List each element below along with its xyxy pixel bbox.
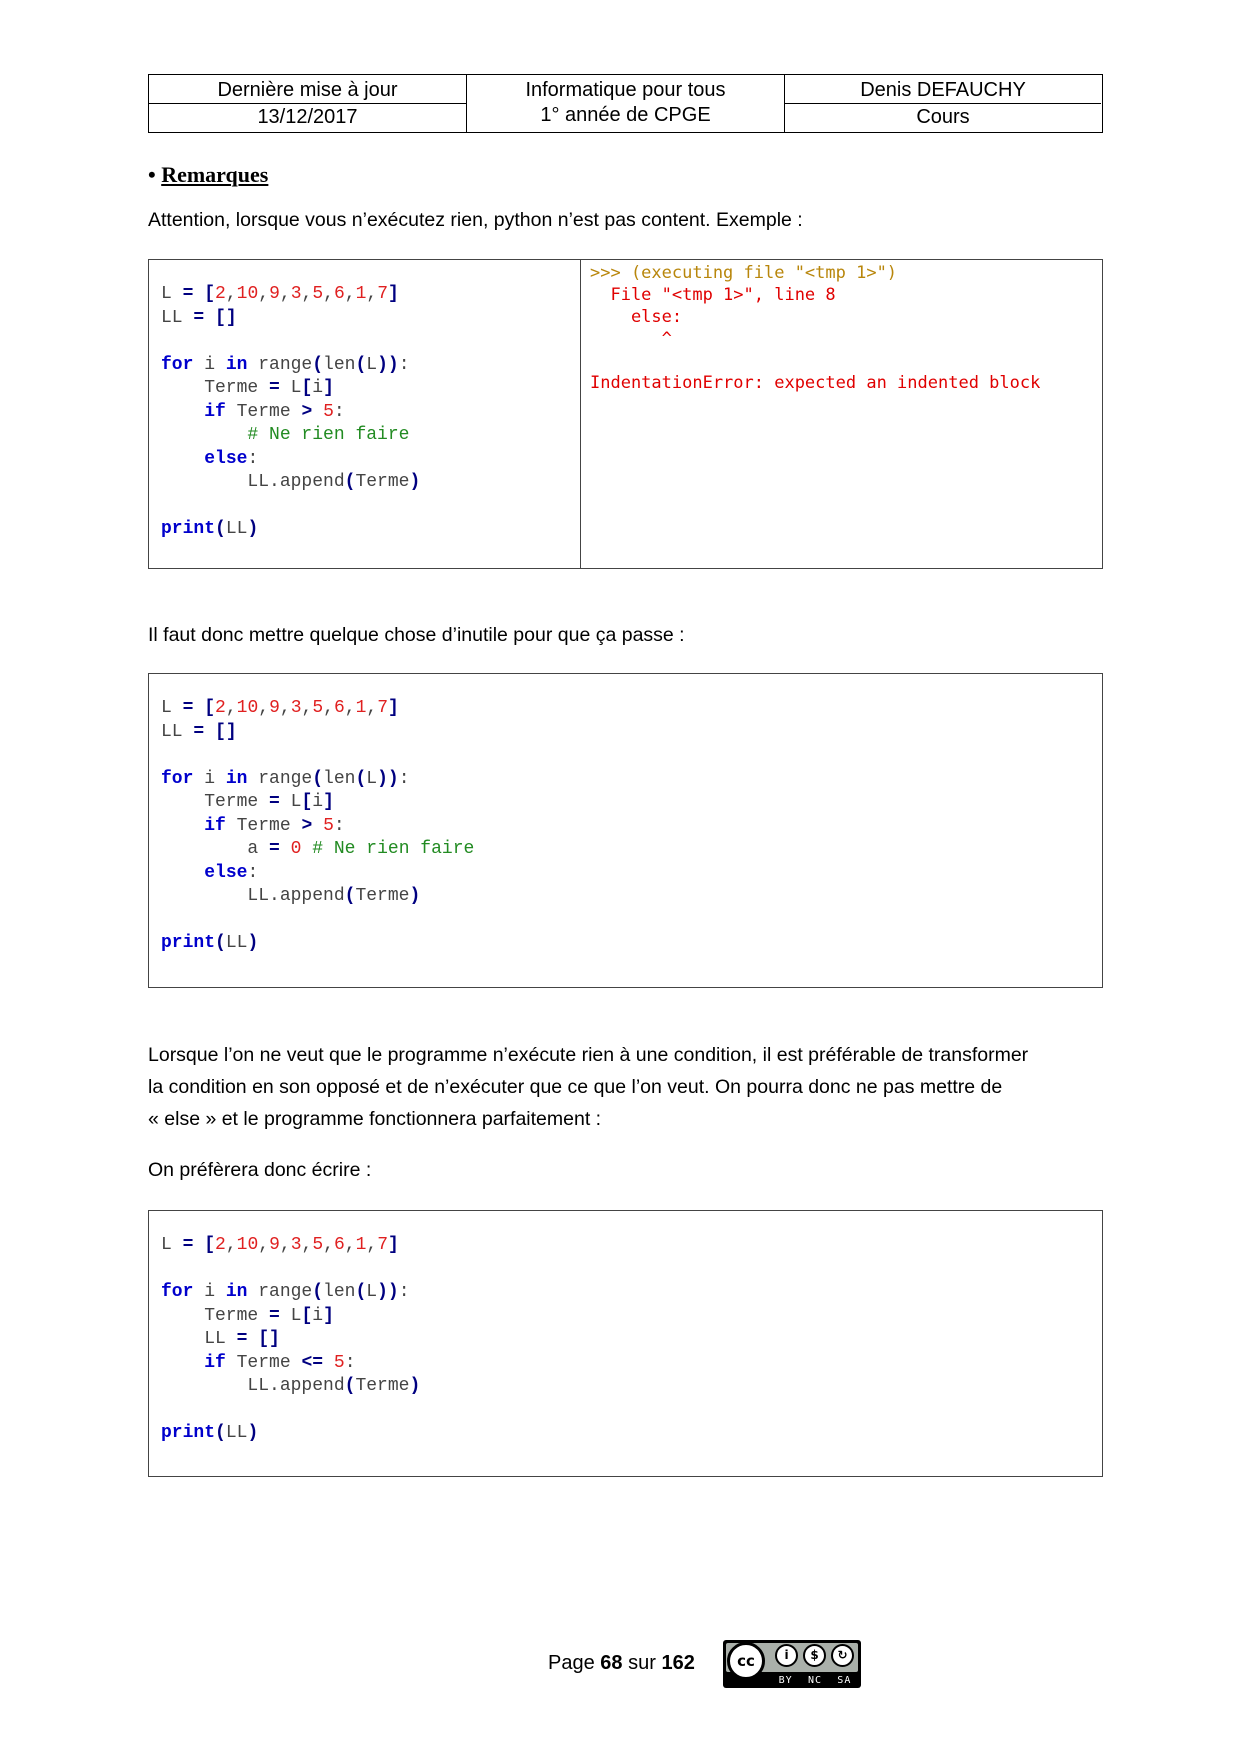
code-listing-1	[161, 283, 420, 542]
page-of-label: sur	[628, 1652, 656, 1674]
cc-by-label: BY	[778, 1675, 793, 1686]
console-error-code: else:	[590, 307, 683, 327]
fix-paragraph: Il faut donc mettre quelque chose d’inutile pour que ça passe :	[148, 624, 685, 646]
code-line: LL = []	[161, 1329, 280, 1349]
code-block-3	[148, 1210, 1103, 1477]
code-line: for i in range(len(L)):	[161, 354, 410, 375]
console-output	[590, 262, 1040, 394]
document-header-table	[148, 74, 1103, 133]
attribution-icon: i	[775, 1644, 798, 1667]
code-block-2	[148, 673, 1103, 988]
cc-labels	[771, 1675, 859, 1686]
cc-by-nc-sa-icon	[723, 1640, 861, 1688]
code-line: else:	[204, 862, 259, 883]
code-line: LL = []	[161, 307, 237, 328]
section-title-label: Remarques	[161, 162, 269, 187]
prefer-paragraph: On préfèrera donc écrire :	[148, 1159, 372, 1181]
header-course-level: 1° année de CPGE	[540, 104, 711, 126]
header-col-course	[467, 75, 785, 132]
section-title	[148, 162, 268, 188]
cc-sa-label: SA	[837, 1675, 852, 1686]
page-label: Page	[548, 1652, 595, 1674]
code-line: # Ne rien faire	[247, 425, 410, 445]
code-line: a = 0 # Ne rien faire	[161, 839, 475, 859]
cc-icon: cc	[727, 1642, 765, 1680]
code-line: Terme = L[i]	[161, 378, 334, 398]
header-doc-type: Cours	[916, 106, 970, 128]
code-listing-3	[161, 1234, 420, 1446]
code-line: LL.append(Terme)	[161, 886, 421, 906]
console-error-message: IndentationError: expected an indented block	[590, 373, 1041, 393]
code-line: LL = []	[161, 721, 237, 742]
code-line: LL.append(Terme)	[161, 1376, 421, 1396]
advice-line-1: Lorsque l’on ne veut que le programme n’exécute rien à une condition, il est préférable de transformer	[148, 1044, 1029, 1066]
sharealike-icon: ↻	[831, 1644, 854, 1667]
header-col-author	[785, 75, 1101, 132]
header-author: Denis DEFAUCHY	[860, 79, 1026, 101]
header-col-date	[149, 75, 467, 132]
bullet-icon: •	[148, 162, 156, 187]
page-footer	[548, 1652, 695, 1675]
intro-paragraph: Attention, lorsque vous n’exécutez rien, python n’est pas content. Exemple :	[148, 209, 803, 231]
code-block-1	[148, 259, 1103, 569]
advice-paragraph	[148, 1039, 1103, 1135]
code-line: print(LL)	[161, 933, 259, 953]
header-course-title: Informatique pour tous	[525, 79, 726, 101]
header-last-update-label: Dernière mise à jour	[217, 79, 398, 101]
code-line: else:	[204, 448, 259, 469]
header-date: 13/12/2017	[257, 106, 358, 128]
code-line: L = [2,10,9,3,5,6,1,7]	[161, 698, 399, 718]
console-error-caret: ^	[590, 329, 672, 349]
cc-nc-label: NC	[807, 1675, 823, 1686]
code-line: L = [2,10,9,3,5,6,1,7]	[161, 1235, 399, 1255]
console-exec-line: >>> (executing file "<tmp 1>")	[590, 263, 898, 283]
advice-line-2: la condition en son opposé et de n’exécuter que ce que l’on veut. On pourra donc ne pas mettre de	[148, 1076, 1003, 1098]
code-console-divider	[580, 260, 581, 568]
code-line: if Terme > 5:	[204, 401, 345, 422]
code-line: Terme = L[i]	[161, 792, 334, 812]
code-line: print(LL)	[161, 1423, 259, 1443]
code-line: if Terme > 5:	[204, 815, 345, 836]
code-line: LL.append(Terme)	[161, 472, 421, 492]
noncommercial-icon: $	[803, 1644, 826, 1667]
code-line: L = [2,10,9,3,5,6,1,7]	[161, 284, 399, 304]
console-error-file: File "<tmp 1>", line 8	[590, 285, 836, 305]
code-line: for i in range(len(L)):	[161, 768, 410, 789]
page-number: 68	[600, 1652, 623, 1674]
advice-line-3: « else » et le programme fonctionnera parfaitement :	[148, 1108, 602, 1130]
code-line: for i in range(len(L)):	[161, 1282, 410, 1302]
total-pages: 162	[661, 1652, 695, 1674]
code-listing-2	[161, 697, 474, 956]
code-line: print(LL)	[161, 519, 259, 539]
code-line: Terme = L[i]	[161, 1305, 334, 1326]
code-line: if Terme <= 5:	[204, 1352, 356, 1373]
